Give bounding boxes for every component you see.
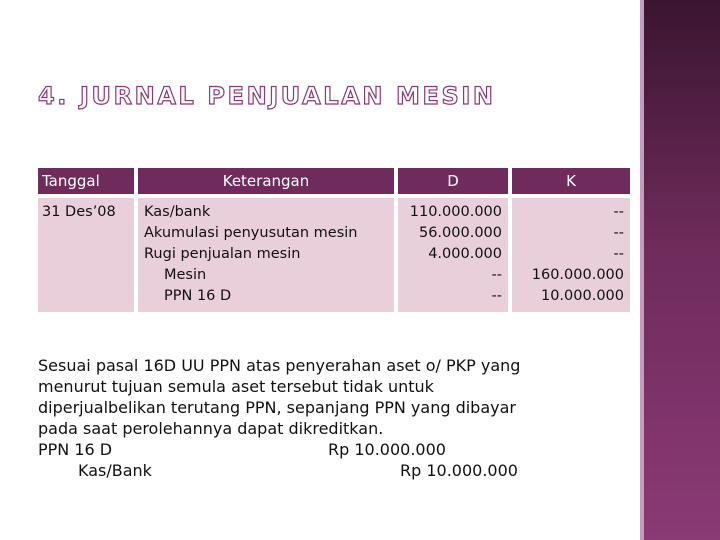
date-value: 31 Des’08	[42, 204, 116, 220]
header-keterangan: Keterangan	[138, 168, 394, 194]
account-name: Rugi penjualan mesin	[144, 246, 301, 262]
header-kredit: K	[512, 168, 630, 194]
journal-entry-debit	[38, 439, 638, 460]
debit-amount: 110.000.000	[409, 204, 502, 220]
explanation-note	[38, 355, 638, 481]
kredit-amount: 10.000.000	[540, 288, 624, 304]
account-name: PPN 16 D	[164, 288, 232, 304]
debit-amount: 4.000.000	[428, 246, 502, 262]
note-line: Sesuai pasal 16D UU PPN atas penyerahan aset o/ PKP yang	[38, 356, 521, 375]
kredit-amount: --	[613, 204, 624, 220]
entry-amount: Rp 10.000.000	[400, 461, 518, 480]
account-name: Kas/bank	[144, 204, 211, 220]
kredit-amount: --	[613, 225, 624, 241]
entry-account: PPN 16 D	[38, 440, 113, 459]
kredit-cell	[512, 198, 630, 312]
account-name: Mesin	[164, 267, 207, 283]
note-line: pada saat perolehannya dapat dikreditkan.	[38, 419, 384, 438]
date-cell	[38, 198, 134, 312]
entry-amount: Rp 10.000.000	[328, 440, 446, 459]
keterangan-cell	[138, 198, 394, 312]
entry-account: Kas/Bank	[78, 461, 152, 480]
header-debit: D	[398, 168, 508, 194]
debit-cell	[398, 198, 508, 312]
journal-entry-credit	[38, 460, 638, 481]
debit-amount: --	[491, 288, 502, 304]
account-name: Akumulasi penyusutan mesin	[144, 225, 358, 241]
debit-amount: 56.000.000	[418, 225, 502, 241]
kredit-amount: 160.000.000	[531, 267, 624, 283]
slide-title: 4. JURNAL PENJUALAN MESIN	[38, 82, 496, 110]
journal-table	[38, 168, 630, 312]
kredit-amount: --	[613, 246, 624, 262]
header-tanggal: Tanggal	[38, 168, 134, 194]
note-line: diperjualbelikan terutang PPN, sepanjang PPN yang dibayar	[38, 398, 516, 417]
debit-amount: --	[491, 267, 502, 283]
note-line: menurut tujuan semula aset tersebut tidak untuk	[38, 377, 434, 396]
decorative-side-bar	[640, 0, 720, 540]
